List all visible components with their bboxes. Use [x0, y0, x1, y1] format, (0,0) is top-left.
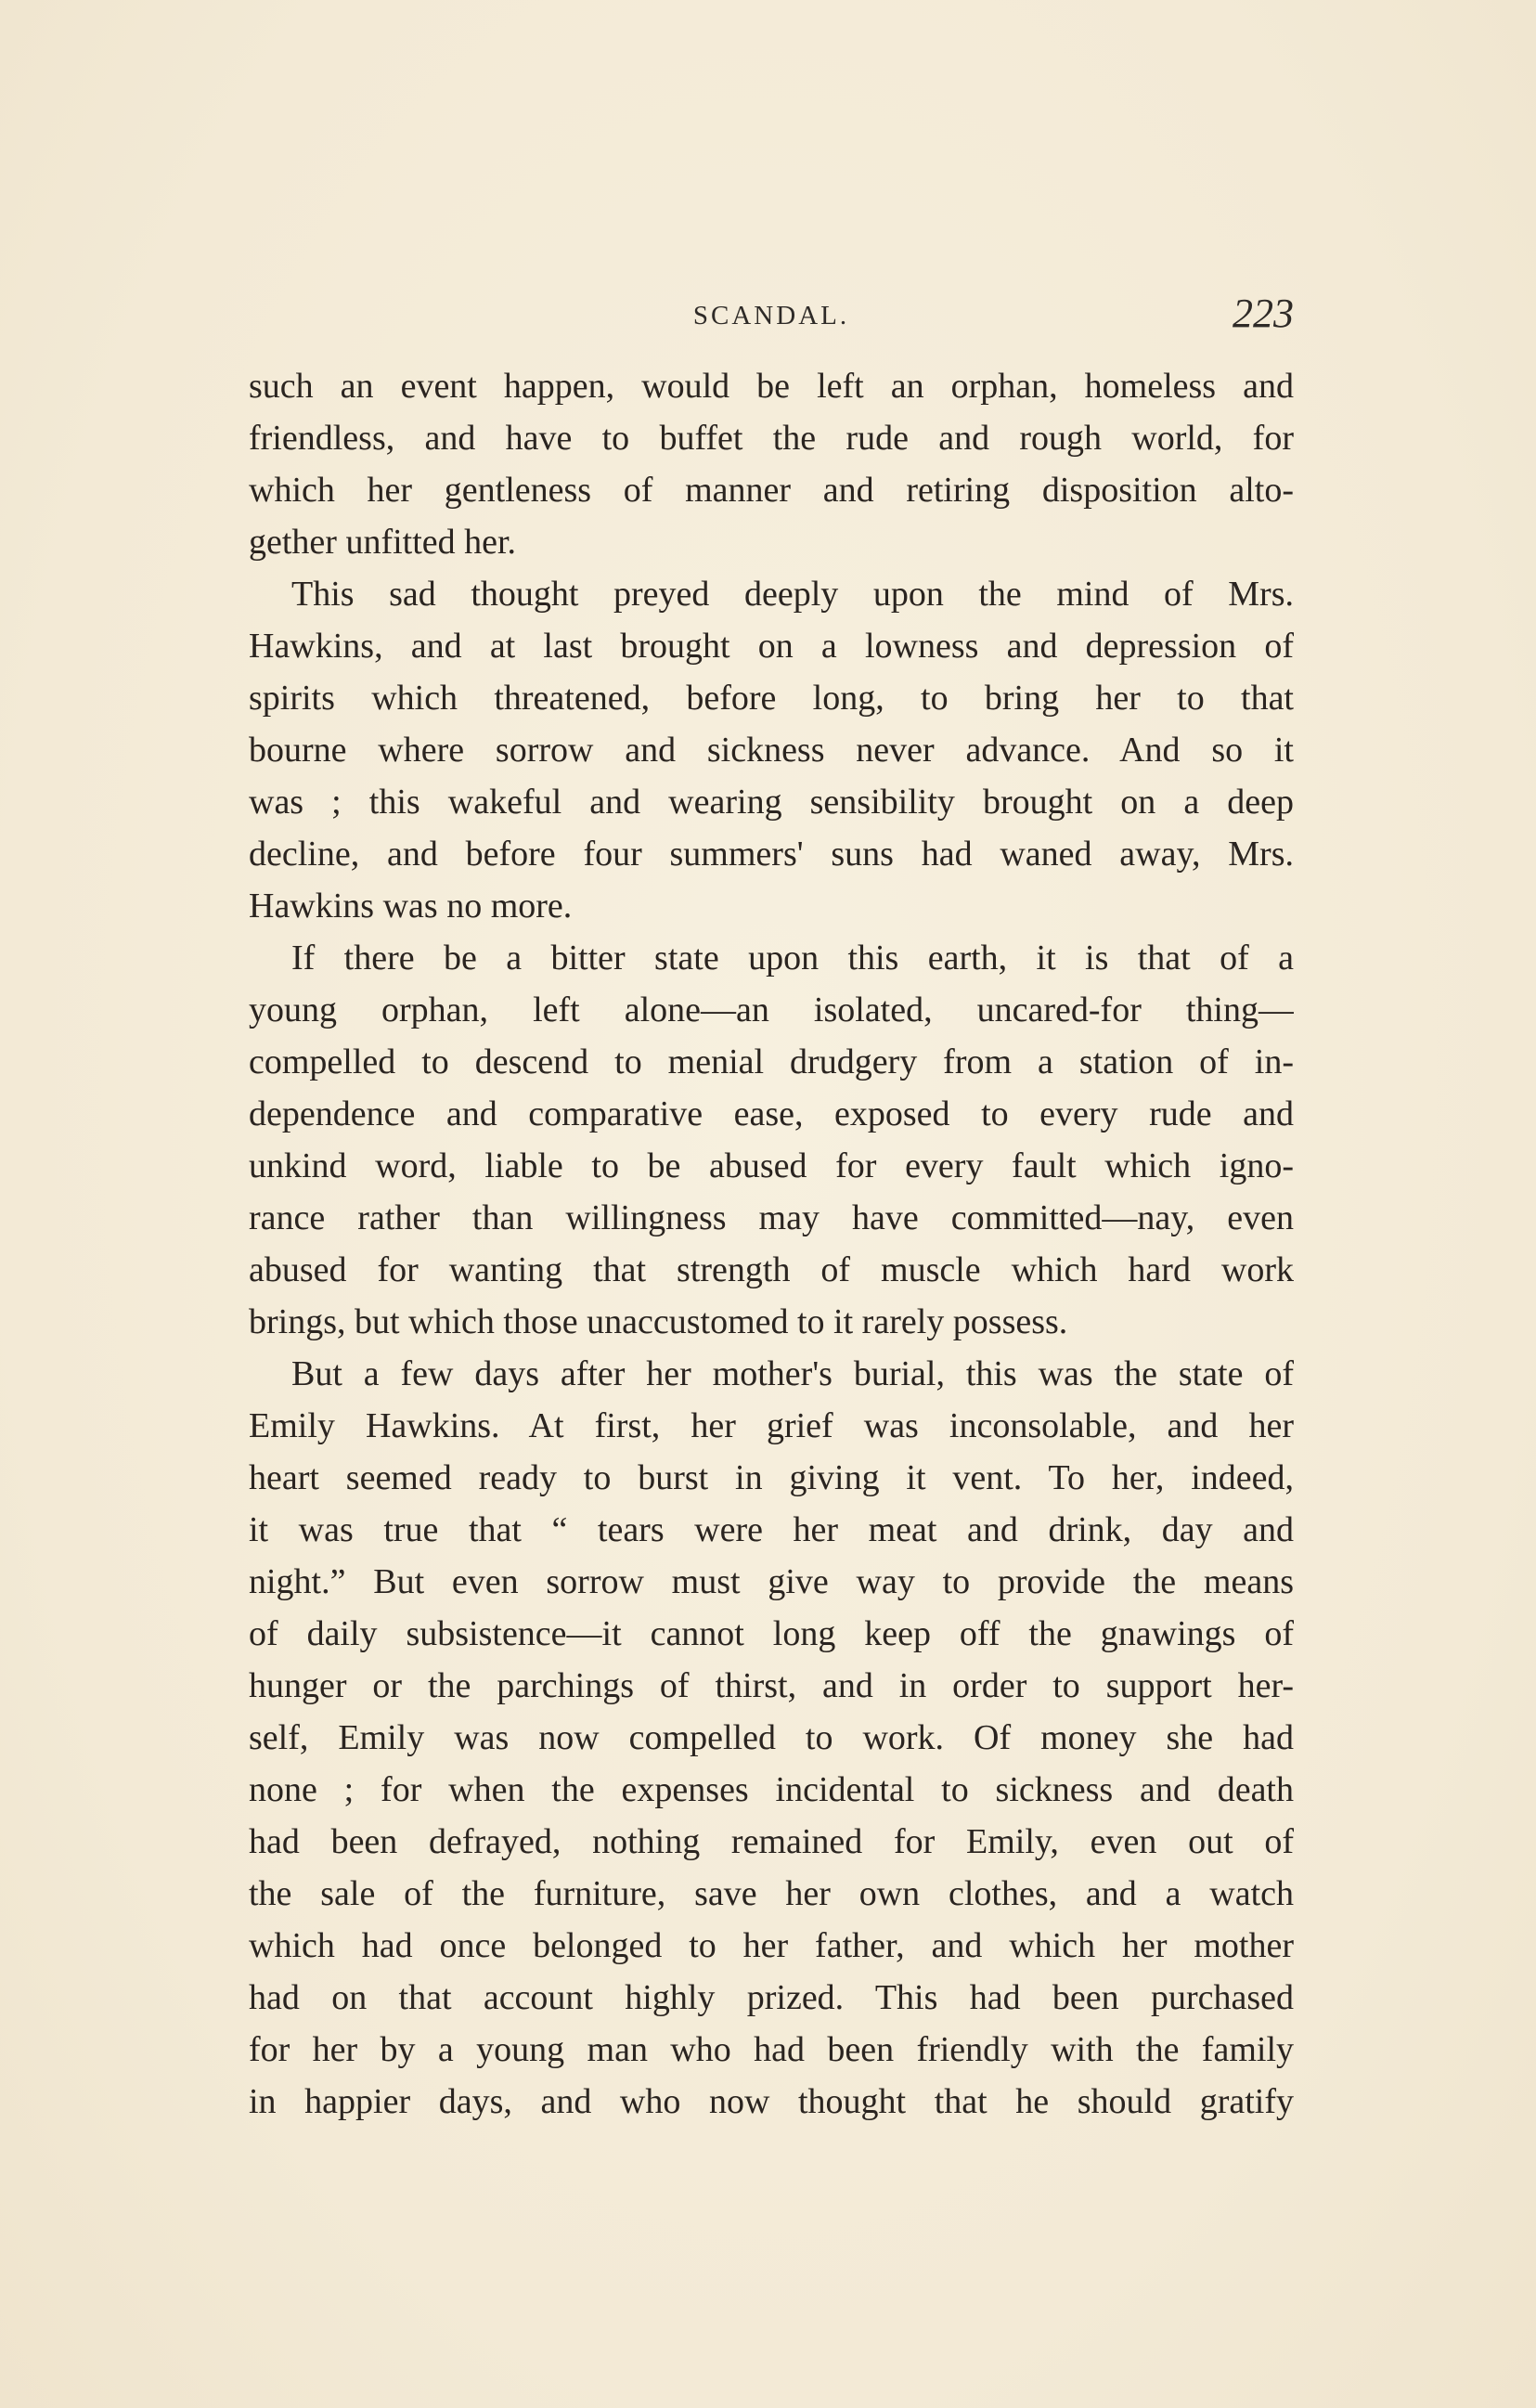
text-line: which had once belonged to her father, and which her mother: [249, 1926, 1294, 1965]
text-line: for her by a young man who had been friendly with the family: [249, 2030, 1294, 2069]
text-line: such an event happen, would be left an orphan, homeless and: [249, 367, 1294, 406]
text-line: young orphan, left alone—an isolated, uncared-for thing—: [249, 990, 1294, 1029]
paragraph-first-line: This sad thought preyed deeply upon the mind of Mrs.: [291, 575, 1294, 614]
text-line: abused for wanting that strength of muscle which hard work: [249, 1250, 1294, 1289]
text-line: it was true that “ tears were her meat and drink, day and: [249, 1510, 1294, 1549]
text-line: had been defrayed, nothing remained for Emily, even out of: [249, 1822, 1294, 1861]
text-line: friendless, and have to buffet the rude and rough world, for: [249, 419, 1294, 458]
text-line: unkind word, liable to be abused for every fault which igno-: [249, 1146, 1294, 1185]
body-text: [249, 360, 1294, 2128]
text-line: heart seemed ready to burst in giving it vent. To her, indeed,: [249, 1458, 1294, 1497]
text-line: none ; for when the expenses incidental to sickness and death: [249, 1770, 1294, 1809]
text-line: rance rather than willingness may have committed—nay, even: [249, 1198, 1294, 1237]
text-line: in happier days, and who now thought that he should gratify: [249, 2082, 1294, 2121]
text-line: was ; this wakeful and wearing sensibility brought on a deep: [249, 783, 1294, 822]
text-line: the sale of the furniture, save her own clothes, and a watch: [249, 1874, 1294, 1913]
text-line: night.” But even sorrow must give way to provide the means: [249, 1562, 1294, 1601]
text-line: dependence and comparative ease, exposed to every rude and: [249, 1094, 1294, 1133]
text-line: had on that account highly prized. This had been purchased: [249, 1978, 1294, 2017]
running-head: SCANDAL.: [692, 301, 850, 330]
text-line: Hawkins was no more.: [249, 887, 573, 926]
text-line: decline, and before four summers' suns had waned away, Mrs.: [249, 835, 1294, 874]
text-line: self, Emily was now compelled to work. Of money she had: [249, 1718, 1294, 1757]
paragraph-first-line: If there be a bitter state upon this earth, it is that of a: [291, 939, 1294, 977]
text-line: bourne where sorrow and sickness never advance. And so it: [249, 731, 1294, 770]
text-line: compelled to descend to menial drudgery from a station of in-: [249, 1042, 1294, 1081]
text-line: spirits which threatened, before long, to bring her to that: [249, 679, 1294, 718]
text-line: hunger or the parchings of thirst, and in order to support her-: [249, 1666, 1294, 1705]
page-header: [249, 290, 1294, 345]
text-line: gether unfitted her.: [249, 523, 517, 562]
page-number: 223: [1233, 291, 1294, 336]
text-line: brings, but which those unaccustomed to it rarely possess.: [249, 1302, 1068, 1341]
text-line: Hawkins, and at last brought on a lowness and depression of: [249, 627, 1294, 666]
paragraph-first-line: But a few days after her mother's burial, this was the state of: [291, 1354, 1294, 1393]
text-line: Emily Hawkins. At first, her grief was inconsolable, and her: [249, 1406, 1294, 1445]
text-line: which her gentleness of manner and retiring disposition alto-: [249, 471, 1294, 510]
text-line: of daily subsistence—it cannot long keep off the gnawings of: [249, 1614, 1294, 1653]
